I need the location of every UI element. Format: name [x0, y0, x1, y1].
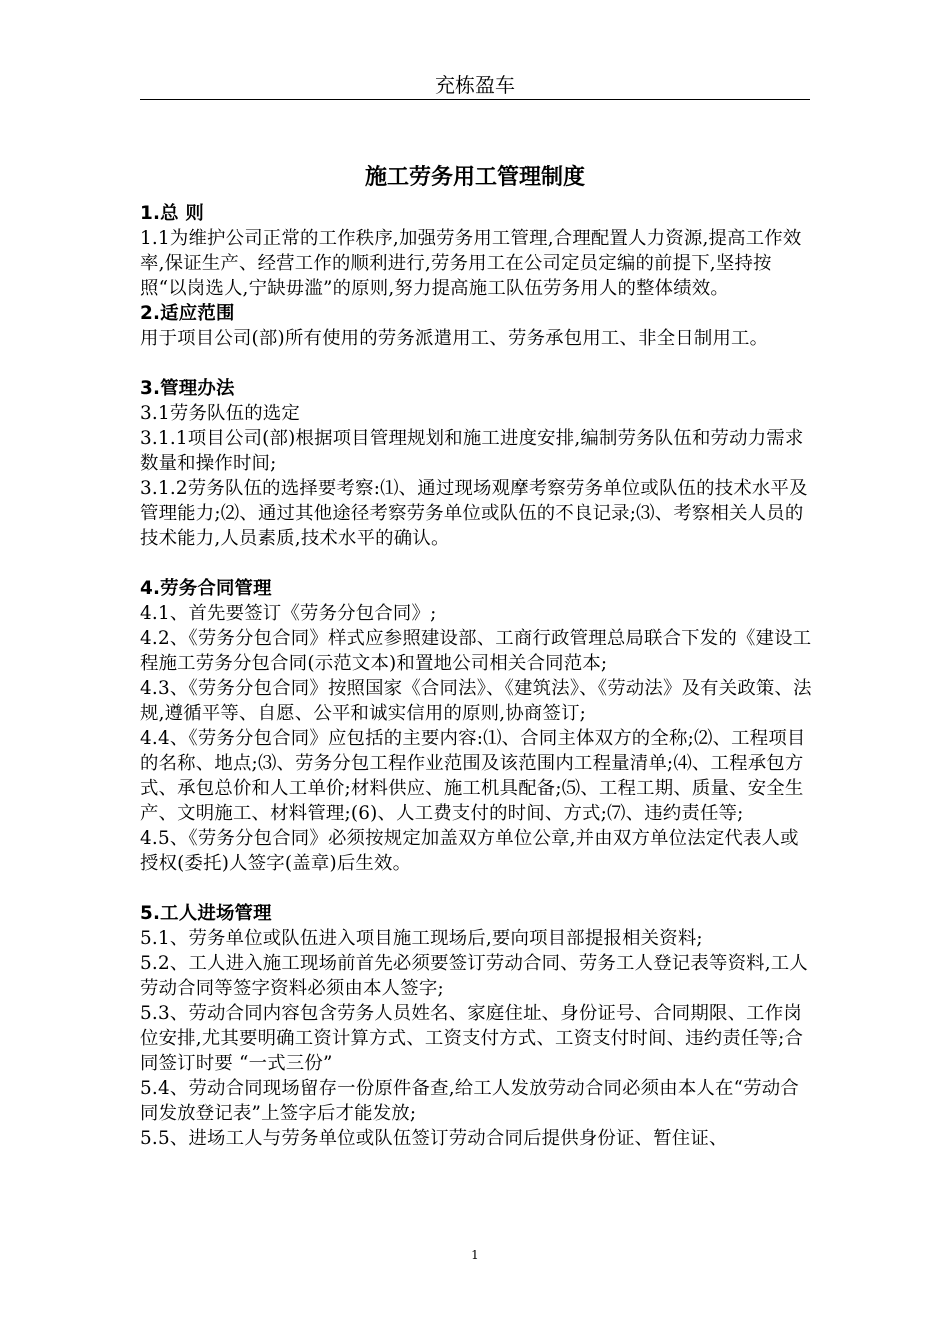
- section-heading: 3.管理办法: [140, 378, 235, 399]
- section-heading: 4.劳务合同管理: [140, 578, 272, 599]
- paragraph: 4.2、《劳务分包合同》样式应参照建设部、工商行政管理总局联合下发的《建设工程施工劳务分包合同(示范文本)和置地公司相关合同范本;: [140, 628, 812, 674]
- paragraph: 4.4、《劳务分包合同》应包括的主要内容:⑴、合同主体双方的全称;⑵、工程项目的名称、地点;⑶、劳务分包工程作业范围及该范围内工程量清单;⑷、工程承包方式、承包总价和人工单价;材料供应、施工机具配备;⑸、工程工期、质量、安全生产、文明施工、材料管理;(6)、人工费支付的时间、方式;⑺、违约责任等;: [140, 728, 806, 824]
- paragraph-gap: [140, 551, 812, 576]
- paragraph: 3.1.2劳务队伍的选择要考察:⑴、通过现场观摩考察劳务单位或队伍的技术水平及管理能力;⑵、通过其他途径考察劳务单位或队伍的不良记录;⑶、考察相关人员的技术能力,人员素质,技术水平的确认。: [140, 478, 808, 549]
- paragraph: 5.3、劳动合同内容包含劳务人员姓名、家庭住址、身份证号、合同期限、工作岗位安排,尤其要明确工资计算方式、工资支付方式、工资支付时间、违约责任等;合同签订时要 “一式三份”: [140, 1003, 804, 1074]
- paragraph: 5.2、工人进入施工现场前首先必须要签订劳动合同、劳务工人登记表等资料,工人劳动合同等签字资料必须由本人签字;: [140, 953, 808, 999]
- section-heading: 1.总 则: [140, 203, 204, 224]
- paragraph: 3.1劳务队伍的选定: [140, 403, 300, 424]
- document-title: 施工劳务用工管理制度: [364, 165, 585, 190]
- paragraph: 5.5、进场工人与劳务单位或队伍签订劳动合同后提供身份证、暂住证、: [140, 1128, 728, 1149]
- paragraph-gap: [140, 876, 812, 901]
- paragraph: 用于项目公司(部)所有使用的劳务派遣用工、劳务承包用工、非全日制用工。: [140, 328, 769, 349]
- section-heading: 2.适应范围: [140, 303, 235, 324]
- header-rule: [140, 99, 810, 100]
- paragraph: 5.4、劳动合同现场留存一份原件备查,给工人发放劳动合同必须由本人在“劳动合同发放登记表”上签字后才能发放;: [140, 1078, 799, 1124]
- paragraph: 4.3、《劳务分包合同》按照国家《合同法》、《建筑法》、《劳动法》及有关政策、法规,遵循平等、自愿、公平和诚实信用的原则,协商签订;: [140, 678, 812, 724]
- paragraph: 4.5、《劳务分包合同》必须按规定加盖双方单位公章,并由双方单位法定代表人或授权(委托)人签字(盖章)后生效。: [140, 828, 799, 874]
- paragraph: 5.1、劳务单位或队伍进入项目施工现场后,要向项目部提报相关资料;: [140, 928, 703, 949]
- paragraph-gap: [140, 351, 812, 376]
- document-body: [140, 201, 812, 1151]
- section-heading: 5.工人进场管理: [140, 903, 272, 924]
- page-header: 充栋盈车: [435, 73, 515, 97]
- page-number: 1: [471, 1248, 479, 1262]
- paragraph: 1.1为维护公司正常的工作秩序,加强劳务用工管理,合理配置人力资源,提高工作效率,保证生产、经营工作的顺利进行,劳务用工在公司定员定编的前提下,坚持按照“以岗选人,宁缺毋滥”的原则,努力提高施工队伍劳务用人的整体绩效。: [140, 228, 802, 299]
- paragraph: 4.1、首先要签订《劳务分包合同》;: [140, 603, 437, 624]
- paragraph: 3.1.1项目公司(部)根据项目管理规划和施工进度安排,编制劳务队伍和劳动力需求数量和操作时间;: [140, 428, 804, 474]
